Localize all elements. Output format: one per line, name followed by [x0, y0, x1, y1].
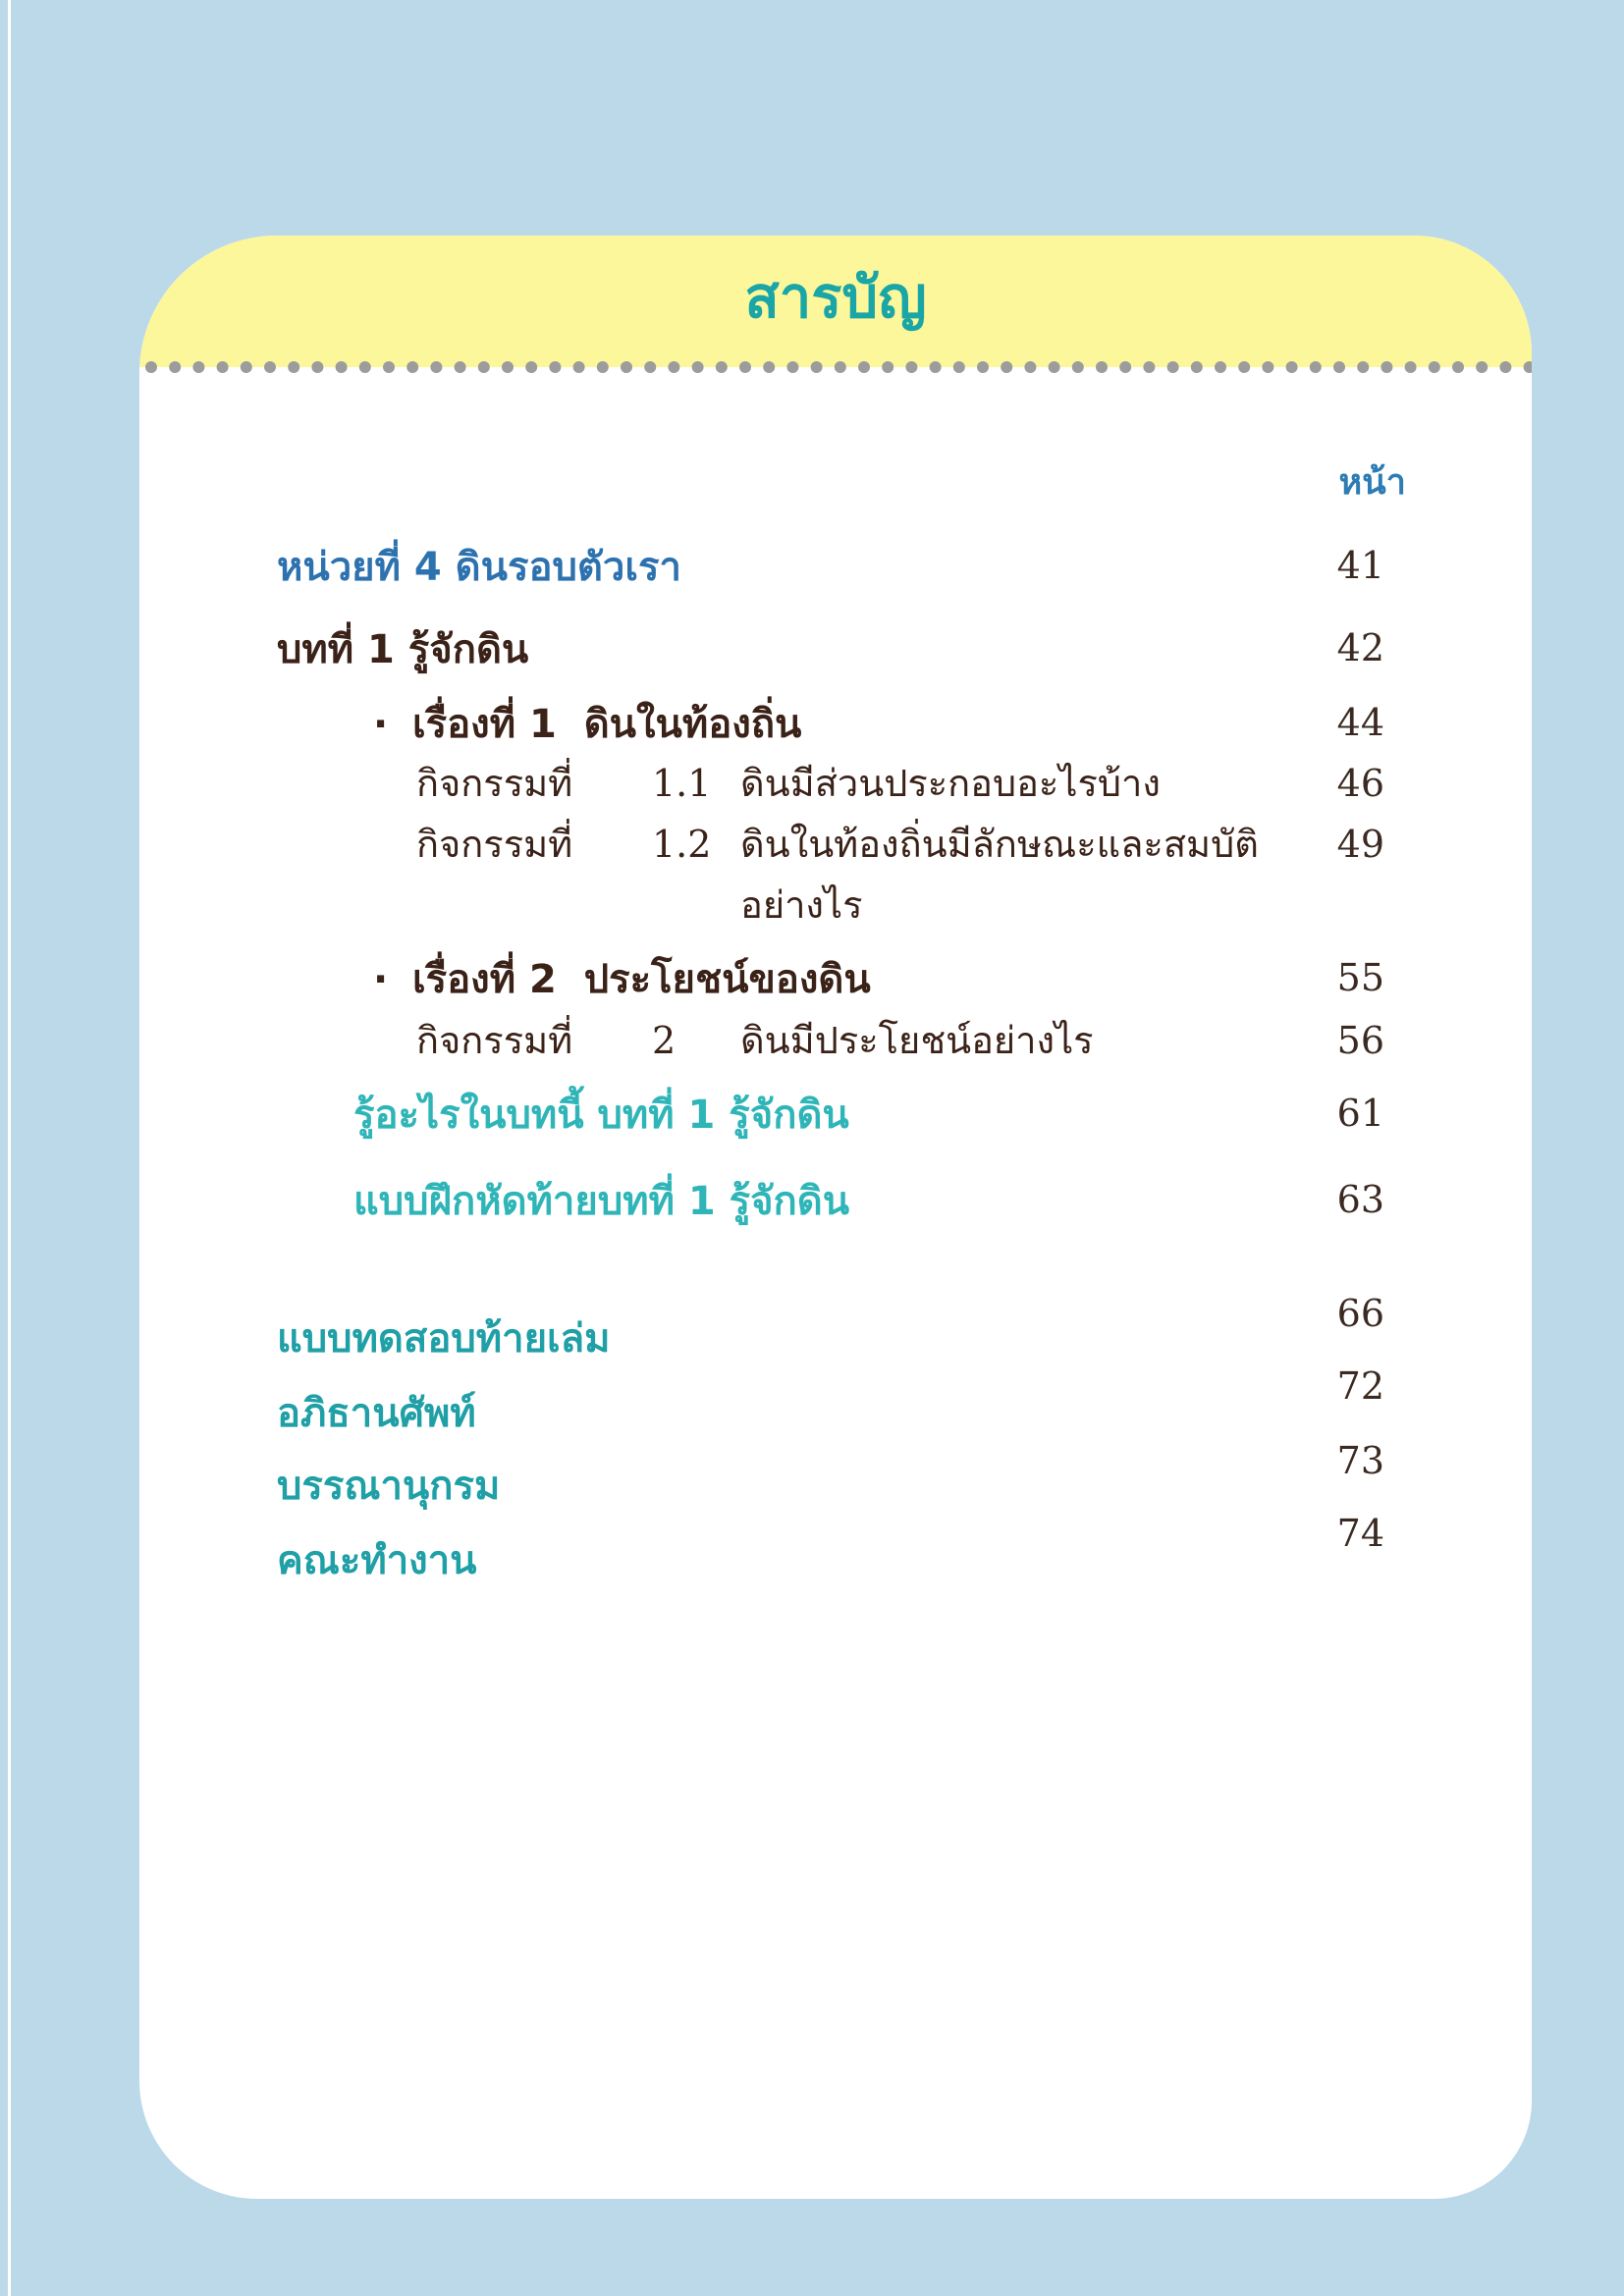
divider-dot: [1049, 361, 1060, 373]
activity-title: ดินในท้องถิ่นมีลักษณะและสมบัติ: [740, 823, 1259, 866]
toc-entry-text: รู้อะไรในบทนี้ บทที่ 1 รู้จักดิน: [353, 1093, 849, 1138]
toc-entry-summary[interactable]: [139, 1092, 1532, 1150]
toc-entry-page: 72: [1336, 1364, 1384, 1408]
divider-dot: [1191, 361, 1203, 373]
divider-dot: [716, 361, 728, 373]
dotted-divider: [139, 359, 1532, 375]
divider-dot: [1001, 361, 1012, 373]
divider-dot: [739, 361, 751, 373]
toc-card: [139, 236, 1532, 2199]
divider-dot: [1262, 361, 1273, 373]
divider-dot: [1238, 361, 1250, 373]
divider-dot: [1286, 361, 1298, 373]
toc-entry-page: 73: [1336, 1439, 1384, 1482]
toc-entry-text: คณะทำงาน: [277, 1538, 477, 1583]
divider-dot: [383, 361, 395, 373]
toc-entry-text: [416, 1019, 1094, 1064]
divider-dot: [430, 361, 442, 373]
divider-dot: [621, 361, 632, 373]
divider-dot: [192, 361, 204, 373]
divider-dot: [1215, 361, 1226, 373]
toc-entry-chapter[interactable]: [139, 626, 1532, 685]
divider-dot: [1143, 361, 1155, 373]
activity-number: 2: [652, 1019, 677, 1062]
divider-dot: [1524, 361, 1532, 373]
divider-dot: [1096, 361, 1108, 373]
divider-dot: [525, 361, 537, 373]
toc-entry-page: 42: [1336, 626, 1384, 669]
divider-dot: [264, 361, 276, 373]
toc-entry-activity-1-1[interactable]: [139, 762, 1532, 821]
toc-entry-back-team[interactable]: [139, 1512, 1532, 1583]
activity-title: ดินมีประโยชน์อย่างไร: [740, 1019, 1094, 1062]
divider-dot: [668, 361, 679, 373]
divider-dot: [835, 361, 846, 373]
topic-label: เรื่องที่ 1: [412, 702, 557, 747]
divider-dot: [169, 361, 181, 373]
divider-dot: [1499, 361, 1511, 373]
toc-entry-page: 55: [1336, 956, 1384, 999]
divider-dot: [1405, 361, 1417, 373]
divider-dot: [241, 361, 252, 373]
toc-entry-topic-2[interactable]: [139, 956, 1532, 1015]
divider-dot: [905, 361, 917, 373]
divider-dot: [455, 361, 466, 373]
divider-dot: [930, 361, 942, 373]
topic-label: เรื่องที่ 2: [412, 957, 557, 1002]
toc-entry-exercise[interactable]: [139, 1178, 1532, 1237]
toc-entry-page: 49: [1336, 823, 1384, 866]
activity-number: 1.2: [652, 823, 712, 866]
divider-dot: [858, 361, 870, 373]
activity-label: กิจกรรมที่: [416, 823, 573, 866]
page-title: สารบัญ: [744, 264, 927, 331]
toc-entry-text: [373, 956, 871, 1003]
activity-label: กิจกรรมที่: [416, 762, 573, 805]
divider-dot: [1357, 361, 1369, 373]
activity-title: ดินมีส่วนประกอบอะไรบ้าง: [740, 762, 1161, 805]
toc-entry-text: แบบทดสอบท้ายเล่ม: [277, 1316, 611, 1362]
divider-dot: [1310, 361, 1322, 373]
divider-dot: [502, 361, 514, 373]
divider-dot: [336, 361, 348, 373]
toc-entry-page: 56: [1336, 1019, 1384, 1062]
toc-entry-page: 44: [1336, 701, 1384, 744]
activity-label: กิจกรรมที่: [416, 1019, 573, 1062]
divider-dot: [359, 361, 371, 373]
toc-entry-page: 61: [1336, 1092, 1384, 1135]
toc-entry-text: บทที่ 1 รู้จักดิน: [277, 627, 529, 672]
toc-entry-page: 41: [1336, 544, 1384, 587]
toc-entry-text: [416, 823, 1259, 868]
toc-entry-page: 63: [1336, 1178, 1384, 1221]
toc-entry-topic-1[interactable]: [139, 701, 1532, 760]
divider-dot: [1072, 361, 1084, 373]
toc-entry-text: แบบฝึกหัดท้ายบทที่ 1 รู้จักดิน: [353, 1179, 850, 1224]
divider-dot: [692, 361, 704, 373]
bullet-icon: ·: [373, 702, 389, 747]
divider-dot: [882, 361, 893, 373]
divider-dot: [406, 361, 418, 373]
divider-dot: [786, 361, 798, 373]
divider-dot: [1452, 361, 1464, 373]
divider-dot: [1167, 361, 1179, 373]
activity-number: 1.1: [652, 762, 712, 805]
divider-dot: [1380, 361, 1392, 373]
toc-entry-text: บรรณานุกรม: [277, 1464, 501, 1509]
toc-entry-back-glossary[interactable]: [139, 1364, 1532, 1436]
divider-dot: [1024, 361, 1036, 373]
page-column-label: หน้า: [1338, 462, 1406, 503]
divider-dot: [311, 361, 323, 373]
divider-dot: [145, 361, 157, 373]
divider-dot: [1476, 361, 1488, 373]
toc-entry-page: 46: [1336, 762, 1384, 805]
toc-entry-back-test[interactable]: [139, 1292, 1532, 1362]
toc-entry-unit[interactable]: [139, 544, 1532, 603]
divider-dot: [953, 361, 965, 373]
divider-dot: [1119, 361, 1131, 373]
toc-entry-text: [373, 701, 801, 748]
divider-dot: [288, 361, 299, 373]
toc-entry-text: [416, 762, 1161, 807]
toc-entry-page: 74: [1336, 1512, 1384, 1555]
topic-title: ดินในท้องถิ่น: [583, 702, 802, 747]
divider-dot: [977, 361, 989, 373]
divider-dot: [217, 361, 229, 373]
activity-title-continued: อย่างไร: [740, 883, 863, 927]
divider-dot: [811, 361, 823, 373]
left-edge-line: [8, 0, 11, 2296]
divider-dot: [549, 361, 561, 373]
divider-dot: [1333, 361, 1345, 373]
divider-dot: [1429, 361, 1440, 373]
bullet-icon: ·: [373, 957, 389, 1002]
divider-dot: [573, 361, 585, 373]
topic-title: ประโยชน์ของดิน: [583, 957, 871, 1002]
toc-entry-page: 66: [1336, 1292, 1384, 1335]
toc-entry-text: หน่วยที่ 4 ดินรอบตัวเรา: [277, 545, 681, 590]
toc-entry-activity-1-2[interactable]: [139, 823, 1532, 881]
toc-entry-text: อภิธานศัพท์: [277, 1391, 476, 1436]
divider-dot: [644, 361, 656, 373]
divider-dot: [763, 361, 775, 373]
divider-dot: [478, 361, 490, 373]
toc-entry-activity-1-2-continued: [139, 883, 1532, 942]
toc-entry-back-bibliography[interactable]: [139, 1439, 1532, 1509]
toc-entry-activity-2[interactable]: [139, 1019, 1532, 1078]
divider-dot: [597, 361, 609, 373]
